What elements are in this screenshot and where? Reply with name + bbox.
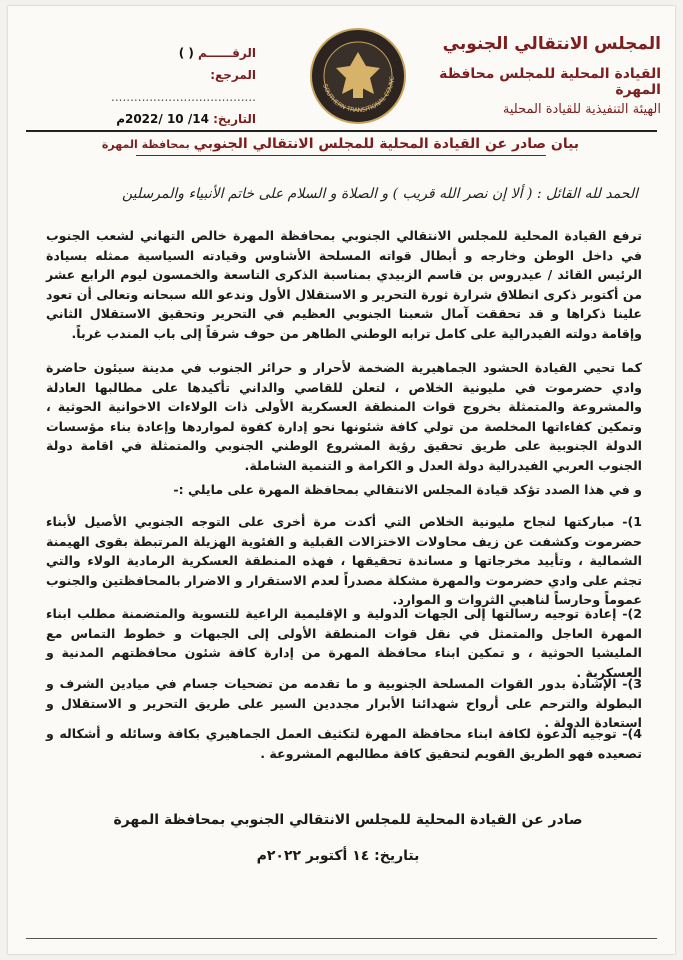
statement-title-main: بيان صادر عن القيادة المحلية للمجلس الانتقالي الجنوبي xyxy=(193,136,580,152)
ref-number-value: ( ) xyxy=(178,46,194,60)
statement-title xyxy=(68,136,613,152)
org-name: المجلس الانتقالي الجنوبي xyxy=(442,34,661,54)
letterhead-org-block xyxy=(401,34,661,117)
ref-row xyxy=(86,64,256,108)
title-underline xyxy=(136,155,546,156)
signature-date: بتاريخ: ١٤ أكتوبر ٢٠٢٢م xyxy=(256,848,420,864)
document-page xyxy=(8,6,675,954)
letterhead xyxy=(8,6,675,134)
statement-title-suffix: بمحافظة المهرة xyxy=(101,138,194,151)
paragraph-1: ترفع القيادة المحلية للمجلس الانتقالي الجنوبي بمحافظة المهرة خالص التهاني لشعب الجنوب في داخل الوطن وخارجه و أبطال قواته المسلحة الأشاوس وقيادته السياسية ممثله بسيادة الرئيس القائد / عيدروس بن قاسم الزبيدي بمناسبة الذكرى التاسعة والخمسون ليوم الرابع عشر من أكتوبر ذكرى انطلاق شرارة ثورة التحرير و الاستقلال الأول وندعو الله سبحانه وتعالى أن تعود علينا ذكراها و قد تحققت آمال شعبنا الجنوبي العظيم في التحرير وتحقيق الاستقلال الثاني وإقامة دولته الفيدرالية على كامل ترابه الوطني الطاهر من حوف شرقاً إلى باب المندب غرباً. xyxy=(46,228,642,341)
date-label: التاريخ: xyxy=(213,112,256,126)
paragraph-2: كما تحيي القيادة الحشود الجماهيرية الضخمة لأحرار و حرائر الجنوب في مدينة سيئون حاضرة وادي حضرموت في مليونية الخلاص ، لتعلن للقاصي والداني تأكيدها على مطالبها العادلة والمشروعة والمتمثلة بخروج قوات المنطقة العسكرية الأولى ذات الولاءات الاخوانية الحوثية ، وتمكين كفاءاتها المخلصة من تولي كافة شئونها نحو إدارة كفوة لمواردها وإعادة بناء مؤسسات الدولة الجنوبية على طريق تحقيق رؤية المشروع الوطني الجنوبي والمتمثلة في اقامة دولة الجنوب العربي الفيدرالية دولة العدل و الكرامة و التنمية الشاملة. xyxy=(46,360,642,473)
footer-divider xyxy=(26,938,657,939)
date-value: 14/ 10 /2022م xyxy=(116,112,209,126)
point-4: 4)- توجيه الدعوة لكافة ابناء محافظة المهرة لتكثيف العمل الجماهيري بكافة وسائله و أشكاله و تصعيده فهو الطريق القويم لتحقيق كافة مطالبهم المشروعة . xyxy=(46,726,642,761)
ref-label: المرجع: xyxy=(210,68,256,82)
emblem-text: SOUTHERN TRANSITIONAL COUNC xyxy=(321,76,397,115)
opening-praise: الحمد لله القائل : ( ألا إن نصر الله قريب ) و الصلاة و السلام على خاتم الأنبياء والمرسلين xyxy=(122,186,638,202)
point-1: 1)- مباركتها لنجاح مليونية الخلاص التي أكدت مرة أخرى على التوجه الجنوبي الأصيل لأبناء حضرموت وكشفت عن زيف محاولات الاختزالات القبلية و الفئوية الهزيلة المرتبطة بقوى الهيمنة الشمالية ، وتأييد مخرجاتها و مساندة تحقيقها ، فهذه المنطقة العسكرية الرمادية الولاء والتي تجثم على وادي حضرموت والمهرة مشكلة مصدراً لعدم الاستقرار و الاضرار بالمحافظتين والجنوب عموماً وحارساً لناهبي الثروات و الموارد. xyxy=(46,514,642,607)
point-2: 2)- إعادة توجيه رسالتها إلى الجهات الدولية و الإقليمية الراعية للتسوية والمتضمنة مطلب ابناء المهرة العاجل والمتمثل في نقل قوات المنطقة الأولى إلى الجبهات و خطوط التماس مع المليشيا الحوثية ، و تمكين ابناء محافظة المهرة من إدارة كافة شئون محافظتهم المدنية و العسكرية . xyxy=(46,606,642,680)
paragraph-3: و في هذا الصدد تؤكد قيادة المجلس الانتقالي بمحافظة المهرة على مايلي :- xyxy=(173,482,642,497)
council-emblem-icon xyxy=(308,26,408,126)
reference-block xyxy=(86,42,256,130)
ref-number-label: الرقــــــم xyxy=(198,46,256,60)
signature-line: صادر عن القيادة المحلية للمجلس الانتقالي الجنوبي بمحافظة المهرة xyxy=(113,812,583,828)
org-subtitle: القيادة المحلية للمجلس محافظة المهرة xyxy=(439,66,661,98)
point-3: 3)- الإشادة بدور القوات المسلحة الجنوبية و ما تقدمه من تضحيات جسام في ميادين الشرف و البطولة والترحم على أرواح شهدائنا الأبرار مجددين السير على طريق التحرير و الاستقلال و استعادة الدولة . xyxy=(46,676,642,730)
ref-value: ...................................... xyxy=(111,90,256,104)
org-subtitle-secondary: الهيئة التنفيذية للقيادة المحلية xyxy=(502,102,661,117)
header-divider xyxy=(26,130,657,132)
date-row xyxy=(86,108,256,130)
ref-number-row xyxy=(86,42,256,64)
